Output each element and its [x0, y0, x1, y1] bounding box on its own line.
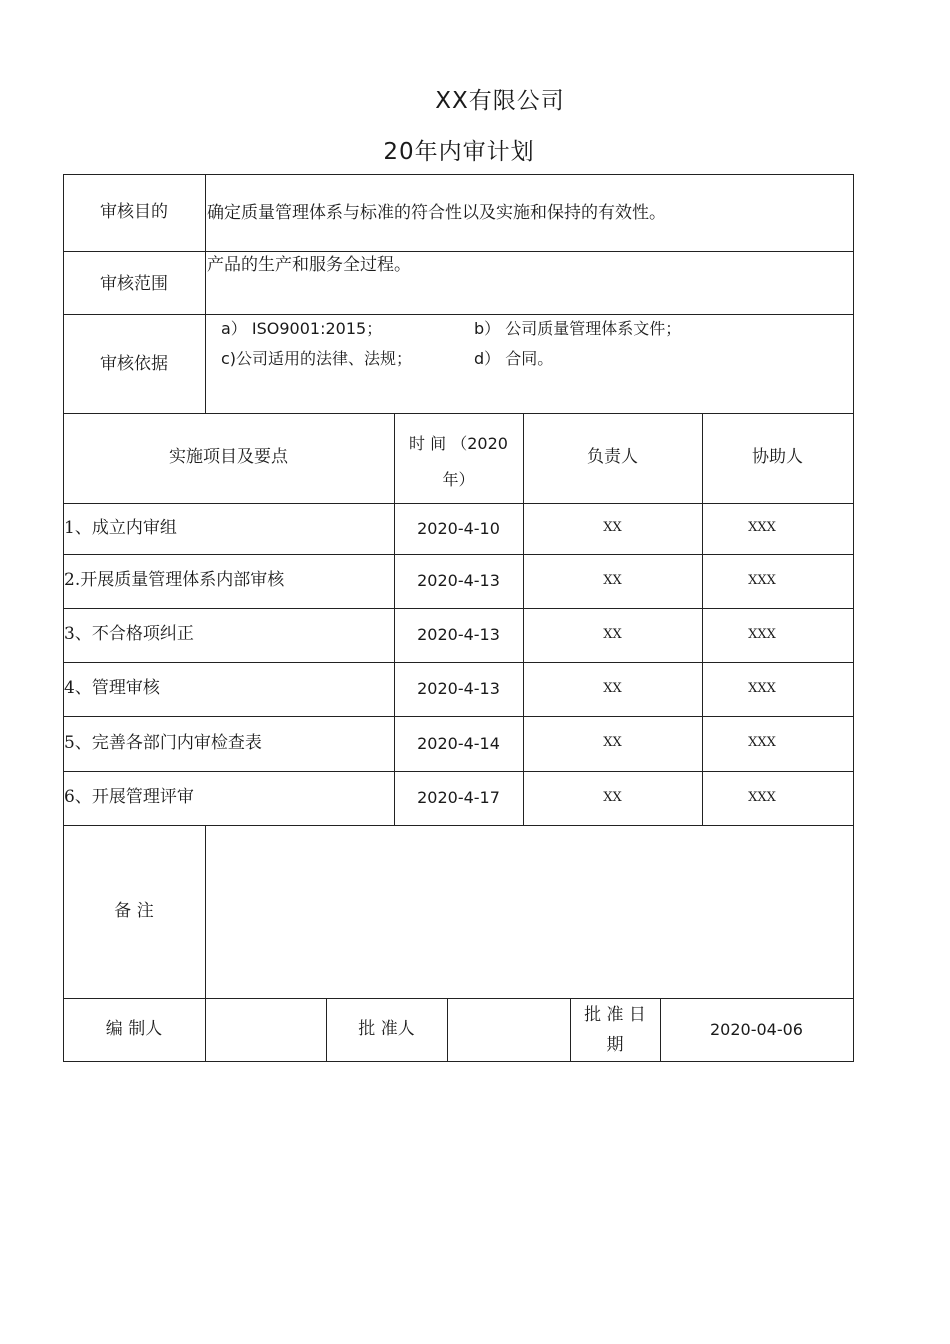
scope-value: 产品的生产和服务全过程。: [207, 255, 411, 276]
row-date: 2020-4-14: [417, 733, 500, 753]
row-item: 3、不合格项纠正: [64, 624, 194, 645]
row-owner: XX: [603, 735, 622, 751]
header-item: 实施项目及要点: [169, 447, 288, 468]
row-owner: XX: [603, 520, 622, 536]
row-item: 4、管理审核: [64, 678, 160, 699]
row-date: 2020-4-17: [417, 788, 500, 808]
remarks-label: 备 注: [114, 900, 154, 921]
compiler-label: 编 制人: [105, 1018, 163, 1039]
row-assistant: XXX: [748, 520, 776, 536]
basis-item-c: c)公司适用的法律、法规；: [221, 349, 413, 369]
header-owner: 负责人: [587, 447, 638, 468]
purpose-label: 审核目的: [100, 201, 168, 222]
basis-item-b: b） 公司质量管理体系文件；: [474, 319, 682, 339]
row-assistant: XXX: [748, 626, 776, 642]
basis-item-a: a） ISO9001:2015；: [221, 319, 383, 339]
divider: [205, 174, 206, 414]
remarks-value: [210, 830, 840, 990]
row-assistant: XXX: [748, 789, 776, 805]
row-item: 5、完善各部门内审检查表: [64, 732, 262, 753]
header-time-line2: 年）: [442, 470, 475, 490]
approval-date-label-line1: 批 准 日: [584, 1005, 646, 1026]
basis-label: 审核依据: [100, 354, 168, 375]
row-date: 2020-4-13: [417, 679, 500, 699]
approver-label: 批 准人: [358, 1018, 415, 1039]
row-date: 2020-4-13: [417, 571, 500, 591]
approval-date-label-line2: 期: [606, 1035, 624, 1056]
row-assistant: XXX: [748, 680, 776, 696]
row-owner: XX: [603, 572, 622, 588]
header-time-line1: 时 间 （2020: [409, 434, 508, 454]
row-assistant: XXX: [748, 735, 776, 751]
row-item: 6、开展管理评审: [64, 787, 194, 808]
scope-label: 审核范围: [100, 274, 168, 295]
plan-title: 20年内审计划: [383, 139, 535, 165]
company-name: XX有限公司: [435, 88, 565, 114]
purpose-value: 确定质量管理体系与标准的符合性以及实施和保持的有效性。: [207, 203, 666, 224]
row-item: 1、成立内审组: [64, 517, 177, 538]
approval-date-value: 2020-04-06: [710, 1019, 803, 1039]
row-owner: XX: [603, 680, 622, 696]
row-owner: XX: [603, 789, 622, 805]
compiler-value: [205, 998, 326, 1061]
row-date: 2020-4-13: [417, 625, 500, 645]
table-border-bottom: [63, 1061, 854, 1062]
row-item: 2.开展质量管理体系内部审核: [64, 570, 285, 591]
divider: [63, 314, 854, 315]
row-assistant: XXX: [748, 572, 776, 588]
header-assistant: 协助人: [752, 447, 803, 468]
row-date: 2020-4-10: [417, 518, 500, 538]
basis-item-d: d） 合同。: [474, 349, 554, 369]
table-border-right: [853, 174, 854, 1062]
approver-value: [447, 998, 570, 1061]
row-owner: XX: [603, 626, 622, 642]
